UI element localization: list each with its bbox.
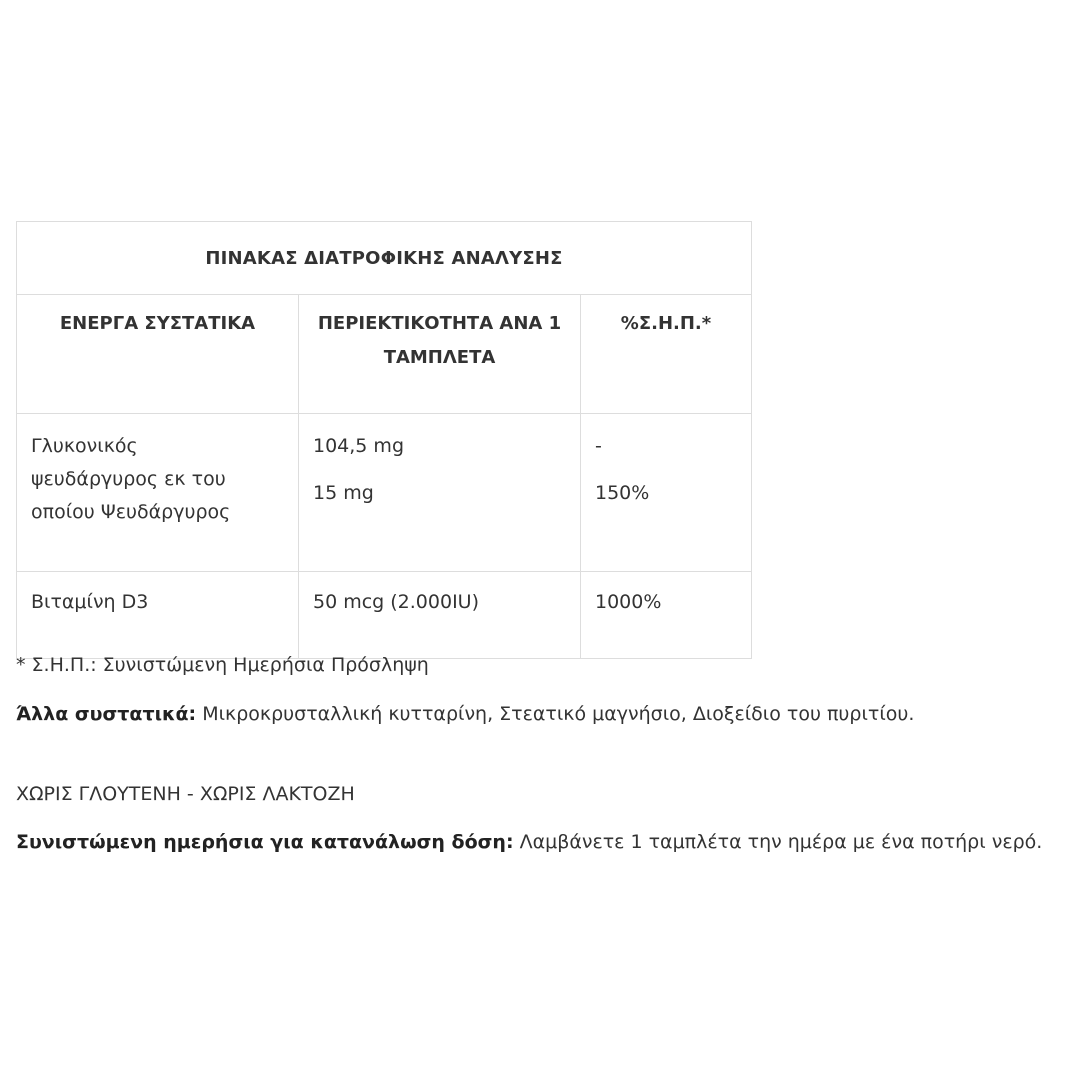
header-content-label: ΠΕΡΙΕΚΤΙΚΟΤΗΤΑ ΑΝΑ 1 ΤΑΜΠΛΕΤΑ bbox=[317, 313, 562, 368]
table-title-row bbox=[17, 222, 752, 295]
rda-value: - bbox=[595, 435, 602, 457]
header-ingredients bbox=[17, 295, 299, 414]
header-content bbox=[299, 295, 581, 414]
rda-value: 1000% bbox=[595, 591, 662, 613]
other-ingredients-label: Άλλα συστατικά: bbox=[16, 703, 197, 725]
other-ingredients bbox=[16, 700, 914, 728]
dosage-instructions bbox=[16, 828, 1042, 856]
cell-rda bbox=[581, 572, 752, 659]
nutrition-table bbox=[16, 221, 752, 659]
cell-rda bbox=[581, 414, 752, 572]
cell-ingredient bbox=[17, 572, 299, 659]
free-from-note: ΧΩΡΙΣ ΓΛΟΥΤΕΝΗ - ΧΩΡΙΣ ΛΑΚΤΟΖΗ bbox=[16, 783, 355, 805]
header-rda bbox=[581, 295, 752, 414]
content-value: 15 mg bbox=[313, 482, 374, 504]
table-row bbox=[17, 414, 752, 572]
table-title: ΠΙΝΑΚΑΣ ΔΙΑΤΡΟΦΙΚΗΣ ΑΝΑΛΥΣΗΣ bbox=[17, 222, 752, 295]
footnote: * Σ.Η.Π.: Συνιστώμενη Ημερήσια Πρόσληψη bbox=[16, 654, 429, 676]
cell-ingredient bbox=[17, 414, 299, 572]
cell-content bbox=[299, 572, 581, 659]
header-ingredients-label: ΕΝΕΡΓΑ ΣΥΣΤΑΤΙΚΑ bbox=[59, 313, 256, 334]
dosage-label: Συνιστώμενη ημερήσια για κατανάλωση δόση: bbox=[16, 831, 514, 853]
header-rda-label: %Σ.Η.Π.* bbox=[620, 313, 712, 334]
content-value: 50 mcg (2.000IU) bbox=[313, 591, 479, 613]
ingredient-name: Βιταμίνη D3 bbox=[31, 591, 149, 613]
table-header-row bbox=[17, 295, 752, 414]
content-value: 104,5 mg bbox=[313, 435, 405, 457]
dosage-text: Λαμβάνετε 1 ταμπλέτα την ημέρα με ένα ποτήρι νερό. bbox=[513, 831, 1043, 853]
other-ingredients-text: Μικροκρυσταλλική κυτταρίνη, Στεατικό μαγνήσιο, Διοξείδιο του πυριτίου. bbox=[196, 703, 915, 725]
rda-value: 150% bbox=[595, 482, 650, 504]
cell-content bbox=[299, 414, 581, 572]
ingredient-name: Γλυκονικός ψευδάργυρος εκ του οποίου Ψευδάργυρος bbox=[31, 435, 231, 523]
table-row bbox=[17, 572, 752, 659]
